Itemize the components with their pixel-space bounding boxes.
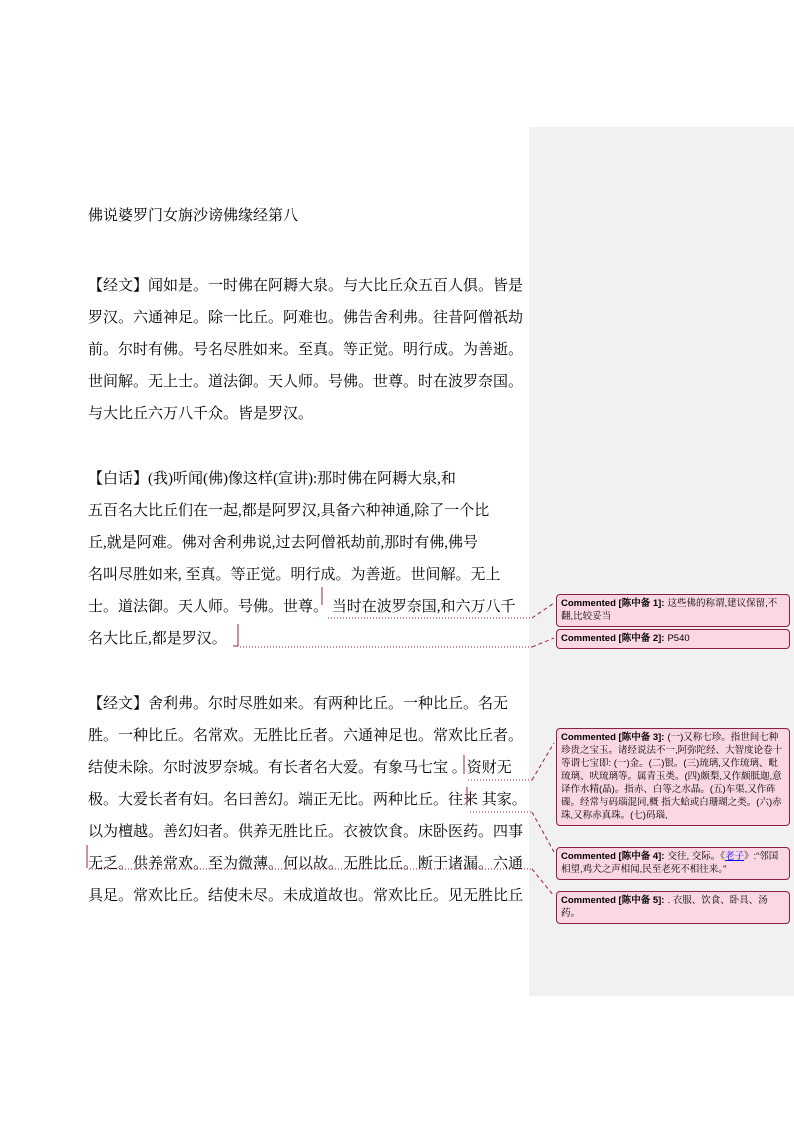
- text-line: 以为檀越。善幻妇者。供养无胜比丘。衣被饮食。床卧医药。四事: [88, 824, 524, 840]
- text-line: 士。道法御。天人师。号佛。世尊。 当时在波罗奈国,和六万八千: [88, 599, 516, 615]
- comment-text: P540: [667, 633, 690, 644]
- text-line: 名叫尽胜如来, 至真。等正觉。明行成。为善逝。世间解。无上: [88, 567, 501, 583]
- comment-balloon-3[interactable]: [556, 728, 790, 826]
- text-line: 五百名大比丘们在一起,都是阿罗汉,具备六种神通,除了一个比: [88, 503, 490, 519]
- text-line: 【白话】(我)听闻(佛)像这样(宣讲):那时佛在阿耨大泉,和: [88, 471, 456, 487]
- comment-text: (一)又称七珍。指世间七种珍贵之宝玉。诸经说法不一,阿弥陀经、大智度论卷十等谓七宝即: (一)金。(二)银。(三)琉璃,又作琉璃、毗琉璃、吠琉璃等。属青玉类。(四)颇梨,又作颇胝迦,意译作水精(晶)。指赤、白等之水晶。(五)车渠,又作砗磲。经常与码瑙混同,概 指大蛤或白珊瑚之类。(六)赤珠,又称赤真珠。(七)码瑙,: [561, 732, 783, 821]
- text-line: 与大比丘六万八千众。皆是罗汉。: [88, 406, 314, 422]
- comment-author-label: Commented [陈中备 2]:: [561, 633, 665, 644]
- comment-balloon-4[interactable]: [556, 847, 790, 880]
- text-line: 无乏。供养常欢。至为微薄。何以故。无胜比丘。断于诸漏。六通: [88, 856, 524, 872]
- comment-text: . 衣服、饮食、卧具、汤药。: [561, 895, 768, 919]
- comment-text: 这些佛的称谓,建议保留,不翻,比较妥当: [561, 598, 778, 622]
- vernacular-paragraph-1: [88, 463, 540, 655]
- text-line: 结使未除。尔时波罗奈城。有长者名大爱。有象马七宝 。资财无: [88, 760, 512, 776]
- document-title: 佛说婆罗门女旃沙谤佛缘经第八: [88, 208, 299, 224]
- comment-author-label: Commented [陈中备 5]:: [561, 895, 665, 906]
- sutra-paragraph-1: [88, 270, 540, 430]
- laozi-hyperlink[interactable]: 老子: [724, 851, 744, 862]
- text-line: 具足。常欢比丘。结使未尽。未成道故也。常欢比丘。见无胜比丘: [88, 888, 524, 904]
- text-line: 【经文】舍利弗。尔时尽胜如来。有两种比丘。一种比丘。名无: [88, 696, 509, 712]
- text-line: 世间解。无上士。道法御。天人师。号佛。世尊。时在波罗奈国。: [88, 374, 524, 390]
- text-line: 【经文】闻如是。一时佛在阿耨大泉。与大比丘众五百人俱。皆是: [88, 278, 524, 294]
- comment-balloon-2[interactable]: [556, 629, 790, 649]
- comment-author-label: Commented [陈中备 1]:: [561, 598, 665, 609]
- comment-balloon-5[interactable]: [556, 891, 790, 924]
- text-line: 极。大爱长者有妇。名曰善幻。端正无比。两种比丘。往来 其家。: [88, 792, 527, 808]
- comment-text-before-link: 交往, 交际。《: [667, 851, 725, 862]
- text-line: 罗汉。六通神足。除一比丘。阿难也。佛告舍利弗。往昔阿僧祇劫: [88, 310, 524, 326]
- text-line: 前。尔时有佛。号名尽胜如来。至真。等正觉。明行成。为善逝。: [88, 342, 524, 358]
- comment-balloon-1[interactable]: [556, 594, 790, 627]
- text-line: 名大比丘,都是罗汉。: [88, 631, 227, 647]
- comment-author-label: Commented [陈中备 4]:: [561, 851, 665, 862]
- text-line: 胜。一种比丘。名常欢。无胜比丘者。六通神足也。常欢比丘者。: [88, 728, 524, 744]
- text-line: 丘,就是阿难。佛对舍利弗说,过去阿僧祇劫前,那时有佛,佛号: [88, 535, 479, 551]
- comment-author-label: Commented [陈中备 3]:: [561, 732, 665, 743]
- sutra-paragraph-2: [88, 688, 540, 912]
- comment-text-after-link: 》:“邻国相望,鸡犬之声相闻,民至老死不相往来。”: [561, 851, 779, 875]
